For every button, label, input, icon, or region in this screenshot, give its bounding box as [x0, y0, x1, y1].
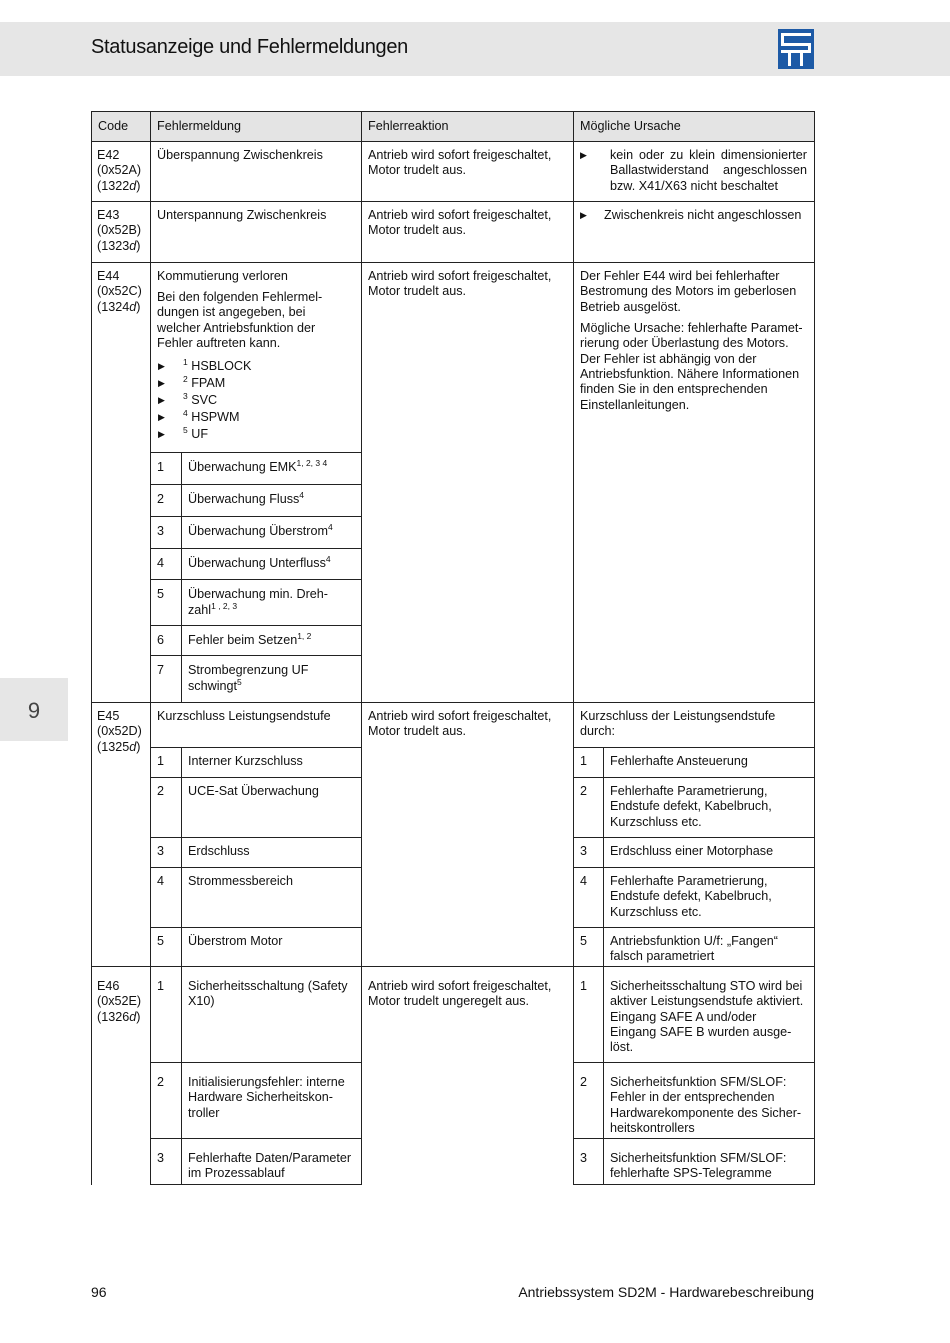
error-code-dec	[97, 1010, 140, 1025]
sub-message: UCE-Sat Überwachung	[188, 784, 319, 798]
sub-number: 1	[157, 754, 165, 768]
error-code-dec	[97, 239, 140, 254]
table-rule	[603, 747, 604, 967]
sub-message	[188, 492, 304, 508]
sub-cause: Fehlerhafte Parametrierung,	[610, 784, 768, 798]
sub-message: Hardware Sicherheitskon-	[188, 1090, 333, 1105]
superscript: 4	[328, 522, 333, 532]
sub-cause: Eingang SAFE A und/oder	[610, 1009, 757, 1024]
bullet-icon: ▶	[580, 210, 587, 220]
sub-cause: Kurzschluss etc.	[610, 814, 702, 829]
sub-cause: fehlerhafte SPS-Telegramme	[610, 1166, 772, 1181]
sub-number: 5	[157, 934, 165, 948]
sub-message	[188, 460, 327, 476]
table-rule	[150, 111, 151, 1185]
sub-cause: Fehlerhafte Ansteuerung	[610, 754, 748, 768]
chapter-number: 9	[27, 698, 41, 723]
table-rule	[361, 111, 362, 1185]
sub-message-text: Überwachung Fluss	[188, 492, 300, 506]
error-code-hex: (0x52E)	[97, 994, 142, 1009]
sub-number: 2	[580, 784, 588, 798]
error-reaction: Motor trudelt aus.	[368, 223, 466, 238]
sub-number: 3	[580, 1151, 588, 1165]
dec-close: )	[136, 238, 141, 253]
error-code: E45	[97, 709, 120, 723]
sub-number: 2	[157, 1075, 165, 1089]
sub-cause: Endstufe defekt, Kabelbruch,	[610, 799, 772, 814]
error-cause: Bestromung des Motors im geberlosen	[580, 284, 797, 299]
sub-number: 1	[157, 460, 165, 474]
error-note: Fehler auftreten kann.	[157, 335, 281, 350]
error-reaction: Motor trudelt ungeregelt aus.	[368, 994, 530, 1009]
sub-message-text: Überwachung Überstrom	[188, 524, 328, 538]
table-rule	[573, 966, 815, 967]
error-cause: Mögliche Ursache: fehlerhafte Paramet-	[580, 321, 803, 335]
dec-value: (1326	[97, 1009, 130, 1024]
table-rule	[603, 966, 604, 1185]
dec-value: (1323	[97, 238, 130, 253]
sub-message: X10)	[188, 994, 215, 1009]
error-reaction: Antrieb wird sofort freigeschaltet,	[368, 148, 552, 162]
bullet-icon: ▶	[580, 150, 587, 160]
sub-message	[188, 679, 242, 695]
sub-cause: Kurzschluss etc.	[610, 904, 702, 919]
error-cause: Ballastwiderstand angeschlossen	[610, 163, 807, 178]
superscript: 4	[299, 490, 305, 500]
superscript: 3	[183, 391, 188, 401]
sub-message: im Prozessablauf	[188, 1166, 285, 1181]
error-code-hex: (0x52B)	[97, 223, 142, 238]
drive-function	[183, 410, 240, 426]
sub-cause: Sicherheitsfunktion SFM/SLOF:	[610, 1075, 787, 1089]
sub-number: 3	[157, 844, 165, 858]
chapter-tab	[0, 678, 68, 741]
dec-close: )	[136, 178, 141, 193]
sub-number: 1	[580, 979, 588, 993]
sub-number: 3	[580, 844, 588, 858]
function-name: HSPWM	[187, 410, 240, 424]
error-cause: finden Sie in den entsprechenden	[580, 382, 768, 397]
sub-cause: falsch parametriert	[610, 949, 715, 964]
error-code: E44	[97, 269, 120, 283]
dec-suffix: d	[129, 1009, 137, 1024]
sub-message: Überstrom Motor	[188, 934, 283, 948]
superscript: 2	[183, 374, 188, 384]
superscript: 1	[183, 357, 188, 367]
error-code-dec	[97, 740, 140, 755]
error-note: Bei den folgenden Fehlermel-	[157, 290, 323, 304]
sub-number: 4	[157, 556, 165, 570]
sub-message: troller	[188, 1105, 220, 1120]
page-title: Statusanzeige und Fehlermeldungen	[91, 36, 408, 58]
function-name: UF	[187, 427, 209, 441]
table-rule	[181, 452, 182, 703]
superscript: 4	[183, 408, 188, 418]
superscript: 4	[325, 554, 331, 564]
table-rule	[91, 262, 815, 263]
sub-message: Strommessbereich	[188, 874, 293, 888]
sub-message: Fehlerhafte Daten/Parameter	[188, 1151, 352, 1165]
sub-cause: Endstufe defekt, Kabelbruch,	[610, 889, 772, 904]
superscript: 5	[237, 677, 242, 687]
sub-number: 1	[157, 979, 165, 993]
table-rule	[91, 201, 815, 202]
bullet-icon: ▶	[158, 412, 165, 422]
table-rule	[91, 141, 815, 142]
error-code-hex: (0x52C)	[97, 284, 142, 299]
page-number: 96	[91, 1284, 107, 1300]
table-rule	[573, 747, 815, 748]
error-code: E43	[97, 208, 120, 222]
error-cause: Kurzschluss der Leistungsendstufe	[580, 709, 776, 723]
sub-cause: Eingang SAFE B wurden ausge-	[610, 1024, 792, 1039]
dec-suffix: d	[129, 238, 137, 253]
dec-value: (1324	[97, 299, 130, 314]
superscript: 5	[183, 425, 188, 435]
error-cause: durch:	[580, 724, 616, 739]
sub-cause: aktiver Leistungsendstufe aktiviert.	[610, 994, 804, 1009]
error-cause: kein oder zu klein dimensionierter	[610, 148, 807, 162]
sub-cause: Fehlerhafte Parametrierung,	[610, 874, 768, 888]
error-note: welcher Antriebsfunktion der	[157, 320, 316, 335]
error-code-hex: (0x52D)	[97, 724, 142, 739]
bullet-icon: ▶	[158, 361, 165, 371]
error-code: E46	[97, 979, 120, 993]
table-rule	[181, 966, 182, 1185]
error-cause: Antriebsfunktion. Nähere Informationen	[580, 366, 800, 381]
table-rule	[573, 1184, 815, 1185]
sub-message-text: Überwachung EMK	[188, 460, 297, 474]
sub-message	[188, 633, 311, 649]
dec-close: )	[136, 1009, 141, 1024]
sub-cause: Sicherheitsfunktion SFM/SLOF:	[610, 1151, 787, 1165]
error-reaction: Motor trudelt aus.	[368, 163, 466, 178]
table-rule	[573, 1138, 815, 1139]
error-reaction: Antrieb wird sofort freigeschaltet,	[368, 709, 552, 723]
dec-suffix: d	[129, 178, 137, 193]
dec-value: (1325	[97, 739, 130, 754]
sub-message	[188, 524, 333, 540]
superscript: 1, 2	[297, 631, 312, 641]
superscript: 1, 2, 3 4	[296, 458, 328, 468]
sub-message: Strombegrenzung UF	[188, 663, 309, 677]
error-cause: Betrieb ausgelöst.	[580, 299, 681, 314]
error-reaction: Motor trudelt aus.	[368, 284, 466, 299]
column-header: Fehlermeldung	[157, 119, 242, 133]
dec-suffix: d	[129, 739, 137, 754]
sub-message-text: Fehler beim Setzen	[188, 633, 298, 647]
sub-number: 2	[157, 492, 165, 506]
error-message: Unterspannung Zwischenkreis	[157, 208, 327, 222]
error-code-dec	[97, 179, 140, 194]
sub-number: 4	[580, 874, 588, 888]
table-rule	[573, 927, 815, 928]
sub-message-text: Überwachung Unterfluss	[188, 556, 326, 570]
sub-message: Initialisierungsfehler: interne	[188, 1075, 345, 1089]
sub-message-text: zahl	[188, 603, 212, 617]
error-message: Kurzschluss Leistungsendstufe	[157, 709, 331, 723]
error-reaction: Motor trudelt aus.	[368, 724, 466, 739]
table-rule	[573, 111, 574, 1185]
sub-number: 6	[157, 633, 165, 647]
sub-cause: Fehler in der entsprechenden	[610, 1090, 775, 1105]
table-rule	[91, 111, 92, 1185]
sub-message	[188, 603, 237, 619]
dec-suffix: d	[129, 299, 137, 314]
error-cause: Zwischenkreis nicht angeschlossen	[604, 208, 802, 222]
sub-number: 5	[580, 934, 588, 948]
sub-message: Erdschluss	[188, 844, 250, 858]
table-rule	[814, 111, 815, 1185]
dec-value: (1322	[97, 178, 130, 193]
dec-close: )	[136, 299, 141, 314]
sub-number: 2	[157, 784, 165, 798]
table-rule	[91, 966, 151, 967]
sub-number: 5	[157, 587, 165, 601]
bullet-icon: ▶	[158, 395, 165, 405]
error-code: E42	[97, 148, 120, 162]
function-name: SVC	[187, 393, 218, 407]
sub-number: 7	[157, 663, 165, 677]
dec-close: )	[136, 739, 141, 754]
table-rule	[573, 837, 815, 838]
error-code-dec	[97, 300, 140, 315]
table-rule	[181, 747, 182, 967]
sub-cause: Erdschluss einer Motorphase	[610, 844, 774, 858]
sub-number: 3	[157, 1151, 165, 1165]
column-header: Code	[98, 119, 129, 133]
sub-number: 1	[580, 754, 588, 768]
column-header: Fehlerreaktion	[368, 119, 449, 133]
sub-message: Sicherheitsschaltung (Safety	[188, 979, 348, 993]
error-reaction: Antrieb wird sofort freigeschaltet,	[368, 979, 552, 993]
table-rule	[573, 1062, 815, 1063]
error-cause: rierung oder Überlastung des Motors.	[580, 336, 789, 351]
table-rule	[573, 777, 815, 778]
error-reaction: Antrieb wird sofort freigeschaltet,	[368, 208, 552, 222]
sub-message: Interner Kurzschluss	[188, 754, 303, 768]
sub-number: 4	[157, 874, 165, 888]
error-cause: Der Fehler ist abhängig von der	[580, 351, 757, 366]
error-code-hex: (0x52A)	[97, 163, 142, 178]
drive-function	[183, 376, 225, 392]
error-cause: Einstellanleitungen.	[580, 397, 690, 412]
sub-message: Überwachung min. Dreh-	[188, 587, 328, 601]
sub-cause: Hardwarekomponente des Sicher-	[610, 1105, 802, 1120]
sub-cause: löst.	[610, 1040, 634, 1055]
sub-message	[188, 556, 331, 572]
column-header: Mögliche Ursache	[580, 119, 681, 133]
sub-cause: heitskontrollers	[610, 1120, 695, 1135]
sub-number: 2	[580, 1075, 588, 1089]
bullet-icon: ▶	[158, 378, 165, 388]
footer-title: Antriebssystem SD2M - Hardwarebeschreibung	[518, 1284, 814, 1300]
sub-cause: Sicherheitsschaltung STO wird bei	[610, 979, 803, 993]
sub-number: 3	[157, 524, 165, 538]
error-note: dungen ist angegeben, bei	[157, 305, 306, 320]
error-cause: bzw. X41/X63 nicht beschaltet	[610, 178, 779, 193]
sub-cause: Antriebsfunktion U/f: „Fangen“	[610, 934, 778, 948]
drive-function	[183, 359, 251, 375]
drive-function	[183, 427, 208, 443]
bullet-icon: ▶	[158, 429, 165, 439]
table-rule	[573, 867, 815, 868]
error-message: Überspannung Zwischenkreis	[157, 148, 323, 162]
function-name: FPAM	[187, 376, 226, 390]
function-name: HSBLOCK	[187, 359, 252, 373]
superscript: 1 , 2, 3	[211, 601, 238, 611]
company-logo	[778, 29, 814, 69]
drive-function	[183, 393, 217, 409]
error-message: Kommutierung verloren	[157, 269, 288, 283]
table-rule	[91, 111, 815, 112]
error-reaction: Antrieb wird sofort freigeschaltet,	[368, 269, 552, 283]
sub-message-text: schwingt	[188, 679, 237, 693]
error-cause: Der Fehler E44 wird bei fehlerhafter	[580, 269, 780, 283]
